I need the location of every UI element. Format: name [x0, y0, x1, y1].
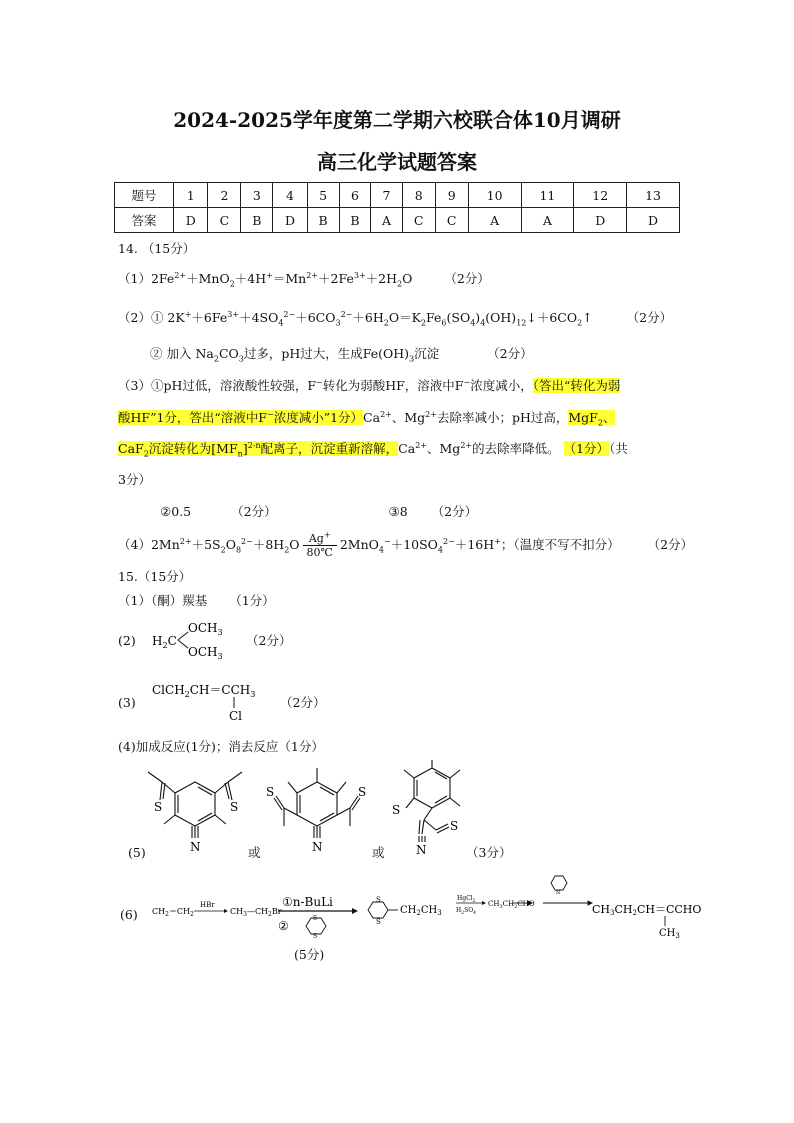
answer-table — [114, 182, 680, 233]
table-cell: 7 — [371, 183, 402, 208]
highlight-note: 浓度减小”1分） — [273, 410, 364, 425]
table-cell: D — [627, 208, 680, 233]
svg-text:Cl: Cl — [229, 709, 243, 723]
svg-text:N: N — [190, 840, 201, 854]
q14-part4: $(4)2Mn^{2+}+5S_2O_8^{2-}+8H_2O$ $\frac{Ag^+}{80℃}$ $2MnO_4^-+10SO_4^{2-}+16H^+$；（温度不写不扣分） （2分） — [118, 530, 694, 559]
highlight-note: 酸HF”1分，答出“溶液中F — [118, 410, 267, 425]
q14-part4-note: ；（温度不写不扣分） — [500, 537, 620, 552]
svg-text:CH3: $CH_3$ — [659, 928, 680, 940]
table-cell: B — [339, 208, 371, 233]
q15-part2-label: (2) — [118, 633, 136, 648]
q14-part1-label: （1） — [118, 271, 151, 286]
table-cell: D — [273, 208, 307, 233]
structure-dimethoxyethane — [150, 618, 230, 664]
q14-part3-text: 浓度减小， — [470, 378, 533, 393]
table-cell: 10 — [468, 183, 521, 208]
page-subtitle: 高三化学试题答案 — [317, 150, 477, 174]
q14-part1: $(1)2Fe^{2+}+MnO_2+4H^+=Mn^{2+}+2Fe^{3+}+2H_2O$ （2分） — [118, 270, 490, 289]
table-cell: 2 — [208, 183, 241, 208]
svg-text:S: S — [266, 785, 275, 799]
svg-text:CH3—CH2Br: $CH_3—CH_2Br$ — [230, 907, 282, 918]
page-title: 2024-2025学年度第二学期六校联合体10月调研 — [173, 108, 621, 132]
svg-text:CH3CH2CH＝CCHO: CH3CH2CH＝CCHO — [592, 903, 702, 917]
table-header-number: 题号 — [115, 183, 174, 208]
q14-points: （2分） — [231, 504, 277, 519]
synthesis-route — [148, 872, 708, 944]
q14-part2b-text: 沉淀 — [414, 346, 440, 361]
table-cell: D — [174, 208, 208, 233]
svg-text:N: N — [556, 890, 561, 896]
q15-part2-points: （2分） — [246, 633, 292, 648]
table-cell: 12 — [574, 183, 627, 208]
highlight-note: （1分） — [563, 441, 610, 456]
q14-part1-points: （2分） — [444, 271, 490, 286]
q14-part3-text: 的去除率降低。 — [472, 441, 560, 456]
table-cell: A — [521, 208, 574, 233]
table-cell: 11 — [521, 183, 574, 208]
q14-part2b-text: ② 加入 — [150, 346, 192, 361]
q15-part6-points: (5分) — [294, 947, 325, 962]
table-cell: 8 — [402, 183, 435, 208]
svg-text:S: S — [313, 933, 318, 940]
svg-text:HBr: HBr — [200, 901, 215, 909]
q15-part1-points: （1分） — [229, 593, 275, 608]
table-cell: C — [435, 208, 468, 233]
highlight-note: CaF — [118, 441, 144, 456]
svg-text:CH2＝CH2: $CH_2=CH_2$ — [152, 907, 194, 918]
table-cell: 6 — [339, 183, 371, 208]
svg-text:OCH3: $OCH_3$ — [188, 645, 223, 661]
table-header-answer: 答案 — [115, 208, 174, 233]
table-cell: 1 — [174, 183, 208, 208]
q14-part4-label: （4） — [118, 537, 151, 552]
q14-part2-points: （2分） — [626, 310, 673, 325]
reaction-condition: $\frac{Ag^+}{80℃}$ — [303, 532, 337, 559]
q14-part3-line2: 酸HF”1分，答出“溶液中F−浓度减小”1分）$Ca^{2+}$、$Mg^{2+}$去除率减小；pH过高，MgF$_2$、 — [118, 409, 616, 428]
condition-temperature: 80℃ — [306, 546, 333, 559]
q15-part5-points: （3分） — [466, 845, 512, 860]
q14-part3-text: 去除率减小；pH过高， — [436, 410, 569, 425]
svg-text:CH3CH2CHO: $CH_3CH_2CHO$ — [488, 900, 535, 910]
q14-part2-equation: （2）① $2K^++6Fe^{3+}+4SO_4^{2-}+6CO_3^{2-}+6H_2O=K_2Fe_6(SO_4)_4(OH)_{12}↓+6CO_2↑$ （2分） — [118, 309, 673, 328]
q15-part4: (4)加成反应(1分)；消去反应（1分） — [118, 739, 324, 754]
q14-part3-text: （3）①pH过低，溶液酸性较强，F — [118, 378, 317, 393]
table-cell: B — [241, 208, 273, 233]
highlight-note: 配离子，沉淀重新溶解， — [260, 441, 399, 456]
q15-part5-label: (5) — [128, 845, 146, 860]
condition-catalyst: Ag — [308, 532, 324, 545]
q14-answer: ③8 — [388, 504, 408, 519]
q15-part6-label: (6) — [120, 907, 138, 922]
highlight-note: 沉淀转化为[MF — [148, 441, 238, 456]
q14-part2b-text: 过多，pH过大，生成 — [243, 346, 363, 361]
svg-text:H2C: $H_2C$ — [152, 634, 177, 650]
svg-text:S: S — [230, 800, 239, 814]
q15-part3-label: (3) — [118, 695, 136, 710]
q14-points: （2分） — [431, 504, 478, 519]
table-cell: A — [371, 208, 402, 233]
table-row — [115, 183, 680, 208]
table-cell: B — [307, 208, 339, 233]
table-cell: D — [574, 208, 627, 233]
q15-part5-or: 或 — [372, 845, 385, 860]
q14-part3-text: （共 — [609, 441, 628, 456]
svg-text:S: S — [450, 819, 459, 833]
svg-text:S: S — [358, 785, 367, 799]
svg-text:N: N — [416, 843, 427, 855]
q15-part3-points: （2分） — [280, 695, 326, 710]
q14-part3-line3: CaF$_2$沉淀转化为$[MF_n]^{2-n}$配离子，沉淀重新溶解，$Ca^{2+}$、$Mg^{2+}$的去除率降低。 （1分）（共 — [118, 440, 628, 459]
table-cell: C — [402, 208, 435, 233]
q15-part5-or: 或 — [248, 845, 261, 860]
q15-part1-answer: （1）（酮）羰基 — [118, 593, 208, 608]
q14-part4-points: （2分） — [647, 537, 694, 552]
svg-text:S: S — [376, 918, 381, 926]
q14-part3-line4: 3分） — [118, 472, 151, 487]
table-cell: 5 — [307, 183, 339, 208]
q14-part3b — [160, 503, 477, 521]
svg-text:OCH3: $OCH_3$ — [188, 621, 223, 637]
step-reagent-2: ② — [278, 919, 289, 933]
q15-part1 — [118, 592, 275, 610]
svg-text:S: S — [154, 800, 163, 814]
table-cell: 9 — [435, 183, 468, 208]
structure-option-3 — [382, 758, 482, 855]
q14-heading: 14. （15分） — [118, 241, 196, 256]
table-cell: A — [468, 208, 521, 233]
svg-text:CH2CH3: $CH_2CH_3$ — [400, 905, 442, 917]
q14-part2b: ② 加入 $Na_2CO_3$过多，pH过大，生成$Fe(OH)_3$沉淀 （2分） — [150, 346, 533, 364]
q14-part2-label: （2）① — [118, 310, 164, 325]
q14-part2b-points: （2分） — [487, 346, 533, 361]
q14-part3-line1: （3）①pH过低，溶液酸性较强，F−转化为弱酸HF，溶液中F−浓度减小，（答出“转化为弱 — [118, 377, 621, 393]
table-cell: 13 — [627, 183, 680, 208]
svg-text:HgCl2: HgCl$_2$ — [457, 895, 476, 904]
structure-dichloropropene — [150, 678, 270, 724]
svg-text:ClCH2CH＝CCH3: $ClCH_2CH=CCH_3$ — [152, 683, 256, 699]
svg-text:S: S — [313, 915, 318, 922]
table-cell: C — [208, 208, 241, 233]
svg-text:S: S — [392, 803, 401, 817]
svg-text:H2SO4: $H_2SO_4$ — [456, 907, 477, 916]
step-reagent-1: ①n-BuLi — [282, 895, 333, 909]
table-cell: 4 — [273, 183, 307, 208]
structure-option-1 — [140, 760, 250, 855]
table-row — [115, 208, 680, 233]
q15-heading: 15.（15分） — [118, 569, 192, 584]
svg-text:S: S — [376, 896, 381, 904]
table-cell: 3 — [241, 183, 273, 208]
highlight-note: （答出“转化为弱 — [532, 378, 621, 393]
svg-text:N: N — [312, 840, 323, 854]
q14-part3-text: 转化为弱酸HF，溶液中F — [322, 378, 464, 393]
q14-answer: ②0.5 — [160, 504, 192, 519]
structure-option-2 — [262, 760, 372, 855]
